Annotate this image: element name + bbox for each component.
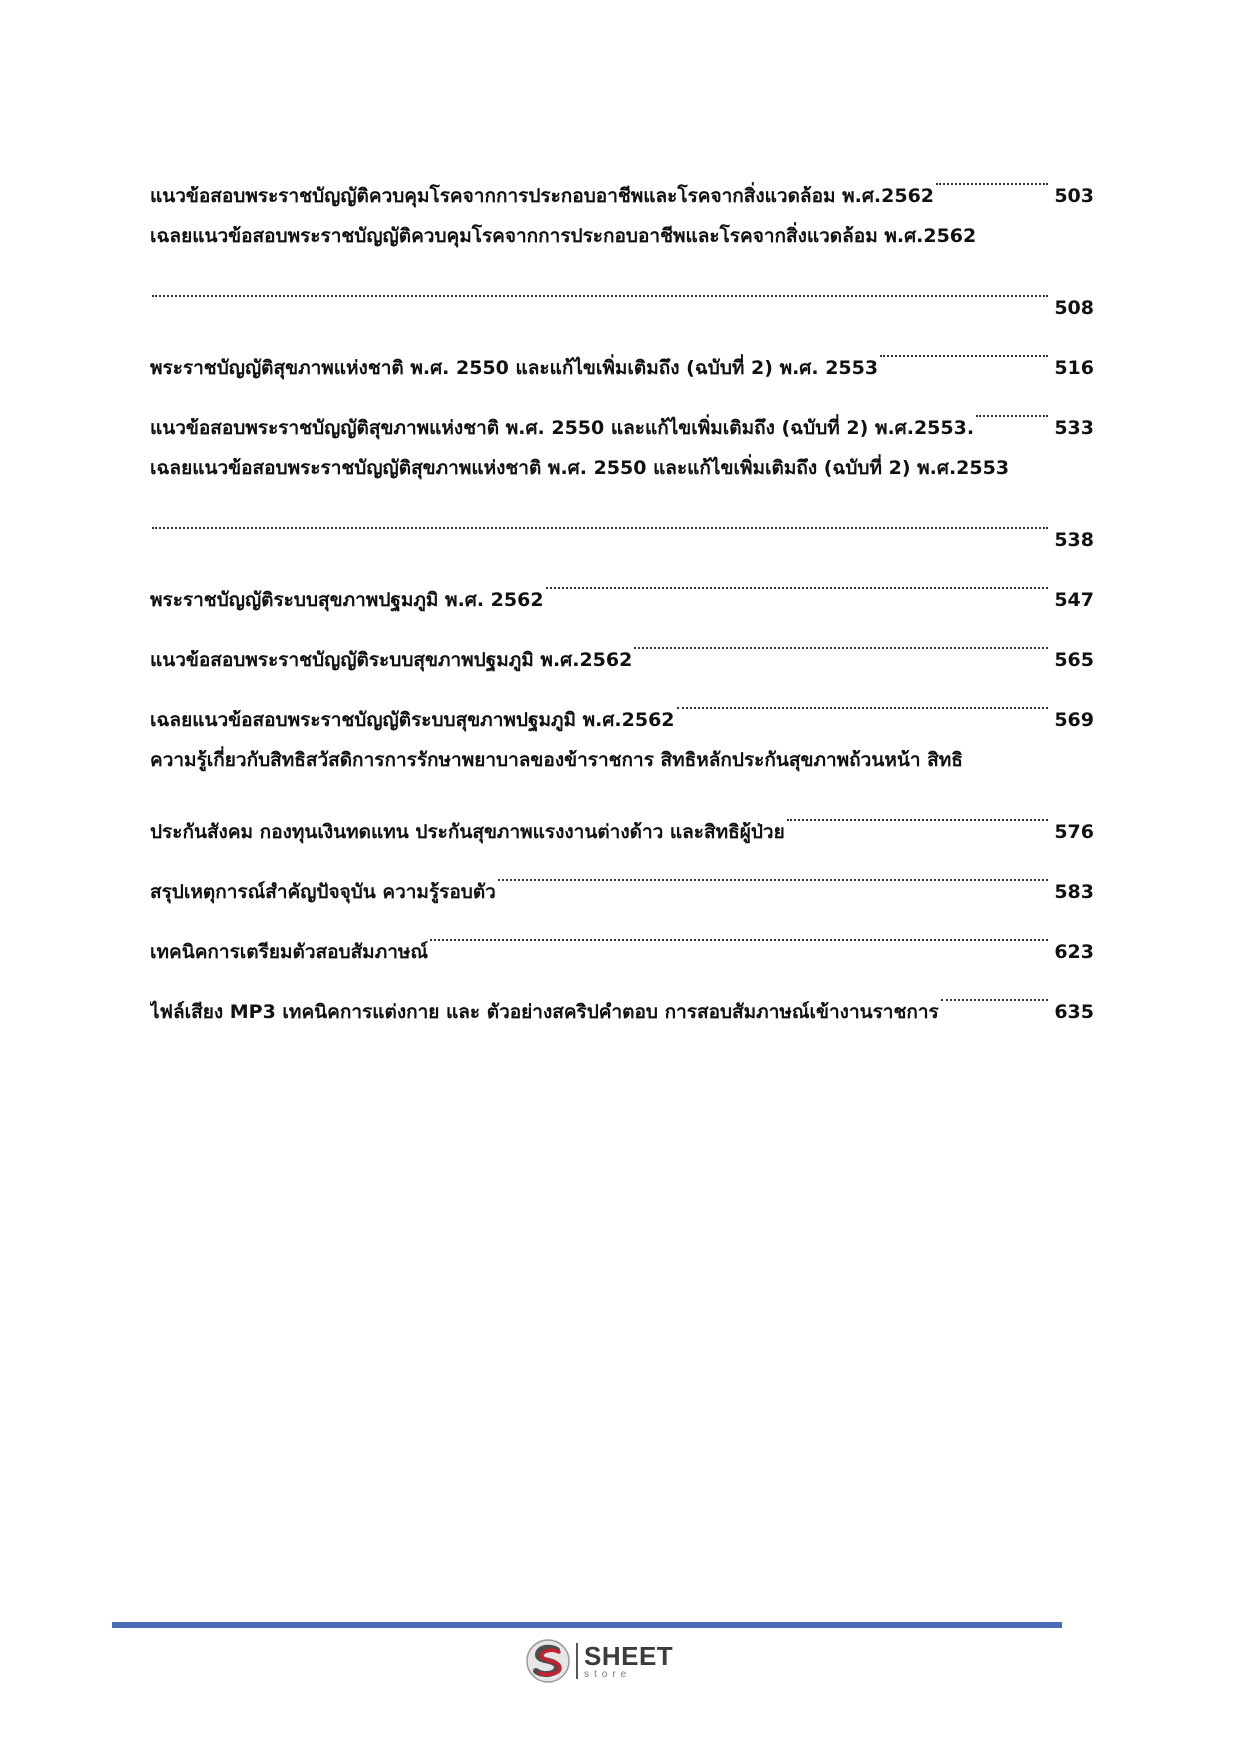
toc-entry-title: เฉลยแนวข้อสอบพระราชบัญญัติควบคุมโรคจากการประกอบอาชีพและโรคจากสิ่งแวดล้อม พ.ศ.2562 (150, 225, 977, 247)
toc-entry-title: เฉลยแนวข้อสอบพระราชบัญญัติสุขภาพแห่งชาติ พ.ศ. 2550 และแก้ไขเพิ่มเติมถึง (ฉบับที่ 2) พ.ศ.2553 (150, 457, 1010, 479)
toc-entry[interactable] (150, 322, 1094, 379)
toc-entry-page: 565 (1054, 649, 1094, 671)
dot-leader (941, 966, 1049, 1018)
logo-divider (576, 1643, 578, 1679)
toc-entry[interactable] (150, 734, 1094, 843)
toc-entry-line (150, 786, 1094, 843)
toc-entry-title: สรุปเหตุการณ์สำคัญปัจจุบัน ความรู้รอบตัว (150, 881, 496, 903)
toc-entry-title-continued: ประกันสังคม กองทุนเงินทดแทน ประกันสุขภาพแรงงานต่างด้าว และสิทธิผู้ป่วย (150, 821, 785, 843)
toc-entry-page: 576 (1054, 821, 1094, 843)
logo-word: SHEET (584, 1640, 674, 1671)
toc-entry-page: 538 (1054, 529, 1094, 551)
dot-leader (430, 906, 1048, 958)
toc-entry-line (150, 150, 1094, 207)
toc-entry-title: แนวข้อสอบพระราชบัญญัติสุขภาพแห่งชาติ พ.ศ. 2550 และแก้ไขเพิ่มเติมถึง (ฉบับที่ 2) พ.ศ.2553. (150, 417, 975, 439)
dot-leader (787, 786, 1049, 838)
toc-entry-line (150, 262, 1094, 319)
toc-entry-line (150, 554, 1094, 611)
toc-entry-page: 635 (1054, 1001, 1094, 1023)
toc-entry-page: 516 (1054, 357, 1094, 379)
toc-entry[interactable] (150, 210, 1094, 319)
toc-entry-title: แนวข้อสอบพระราชบัญญัติควบคุมโรคจากการประกอบอาชีพและโรคจากสิ่งแวดล้อม พ.ศ.2562 (150, 185, 935, 207)
toc-entry-line (150, 494, 1094, 551)
logo-text (584, 1640, 674, 1680)
dot-leader (152, 262, 1048, 314)
toc-entry-page: 503 (1054, 185, 1094, 207)
toc-entry[interactable] (150, 150, 1094, 207)
toc-entry-line (150, 322, 1094, 379)
sheet-store-s-logo-icon (524, 1637, 572, 1685)
toc-entry-title: พระราชบัญญัติสุขภาพแห่งชาติ พ.ศ. 2550 และแก้ไขเพิ่มเติมถึง (ฉบับที่ 2) พ.ศ. 2553 (150, 357, 879, 379)
sheet-store-logo (524, 1636, 673, 1686)
toc-entry-title: เฉลยแนวข้อสอบพระราชบัญญัติระบบสุขภาพปฐมภูมิ พ.ศ.2562 (150, 709, 675, 731)
toc-entry-page: 569 (1054, 709, 1094, 731)
toc-entry-page: 623 (1054, 941, 1094, 963)
toc-entry-title: แนวข้อสอบพระราชบัญญัติระบบสุขภาพปฐมภูมิ พ.ศ.2562 (150, 649, 633, 671)
toc-entry-title: เทคนิคการเตรียมตัวสอบสัมภาษณ์ (150, 941, 429, 963)
table-of-contents (150, 150, 1094, 1026)
dot-leader (152, 494, 1048, 546)
dot-leader (677, 674, 1049, 726)
toc-entry-page: 547 (1054, 589, 1094, 611)
toc-entry-title: ความรู้เกี่ยวกับสิทธิสวัสดิการการรักษาพยาบาลของข้าราชการ สิทธิหลักประกันสุขภาพถ้วนหน้า สิทธิ (150, 749, 963, 771)
toc-entry[interactable] (150, 554, 1094, 611)
dot-leader (498, 846, 1048, 898)
toc-entry-page: 508 (1054, 297, 1094, 319)
toc-entry-page: 533 (1054, 417, 1094, 439)
dot-leader (634, 614, 1048, 666)
dot-leader (936, 150, 1048, 202)
dot-leader (546, 554, 1049, 606)
toc-entry-page: 583 (1054, 881, 1094, 903)
toc-entry-title: พระราชบัญญัติระบบสุขภาพปฐมภูมิ พ.ศ. 2562 (150, 589, 544, 611)
toc-entry-title: ไฟล์เสียง MP3 เทคนิคการแต่งกาย และ ตัวอย่างสคริปคำตอบ การสอบสัมภาษณ์เข้างานราชการ (150, 1001, 939, 1023)
footer-rule (112, 1622, 1062, 1628)
toc-entry[interactable] (150, 442, 1094, 551)
dot-leader (880, 322, 1048, 374)
dot-leader (976, 382, 1048, 434)
logo-subtitle: store (584, 1668, 632, 1680)
